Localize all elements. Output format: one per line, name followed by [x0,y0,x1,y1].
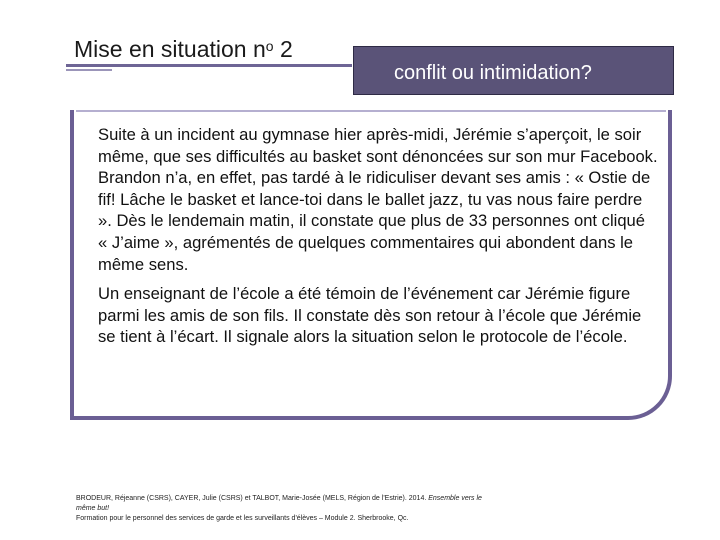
citation-footer [76,494,636,524]
title-underline [66,64,352,67]
subtitle-text: conflit ou intimidation? [394,62,592,84]
scenario-paragraph-1: Suite à un incident au gymnase hier après-midi, Jérémie s’aperçoit, le soir même, que ses difficultés au basket sont dénoncées sur son mur Facebook. Brandon n’a, en effet, pas tardé à le ridiculiser devant ses amis : « Ostie de fif! Lâche le basket et lance-toi dans le ballet jazz, tu vas nous faire perdre ». Dès le lendemain matin, il constate que plus de 33 personnes ont cliqué « J’aime », agrémentés de quelques commentaires qui abondent dans le même sens. [98,125,658,274]
citation-line-2: même but! [76,505,110,512]
title-superscript: o [265,38,274,54]
page-title [74,36,293,63]
title-underline-accent [66,69,112,71]
citation-authors: BRODEUR, Réjeanne (CSRS), CAYER, Julie (CSRS) et TALBOT, Marie-Josée (MELS, Région de l'Estrie). 2014. [76,495,429,502]
title-suffix: 2 [273,36,293,62]
title-prefix: Mise en situation n [74,36,266,62]
citation-line-1 [76,494,636,504]
subtitle-banner [353,46,674,95]
citation-line-3: Formation pour le personnel des services de garde et les surveillants d'élèves – Module 2. Sherbrooke, Qc. [76,515,409,522]
scenario-paragraph-2: Un enseignant de l’école a été témoin de l’événement car Jérémie figure parmi les amis de son fils. Il constate dès son retour à l’école que Jérémie se tient à l’écart. Il signale alors la situation selon le protocole de l’école. [98,284,642,347]
citation-title-part: Ensemble vers le [428,495,482,502]
scenario-text [98,124,658,356]
